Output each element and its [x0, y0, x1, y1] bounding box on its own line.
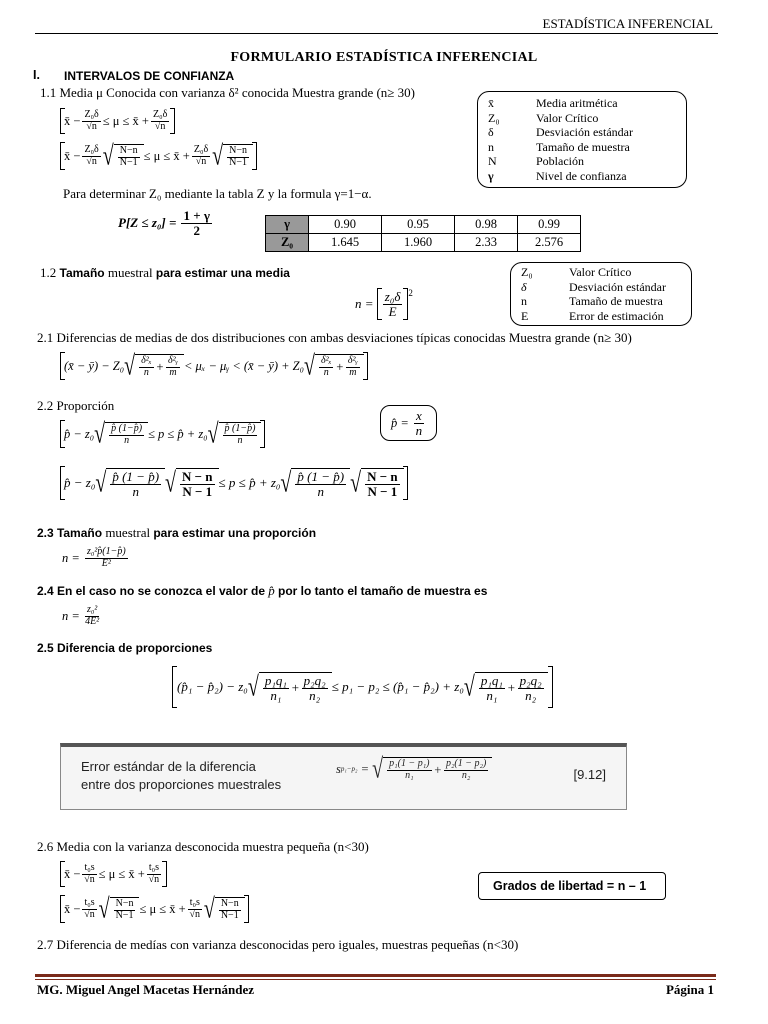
item-text: muestral	[102, 525, 154, 540]
z-formula-num: 1 + γ	[183, 208, 210, 223]
item-2-7: 2.7 Diferencia de medías con varianza desconocidas pero iguales, muestras pequeñas (n<30)	[37, 937, 519, 952]
item-bold-2: por lo tanto el tamaño de muestra es	[278, 584, 488, 598]
item-number: 1.2	[40, 265, 57, 280]
formula-p-hat-box: p̂ = $\frac{x}{n}$	[380, 405, 437, 441]
standard-error-formula: s p₁−p₂ = √ $\frac{\text{p₁(1 − p₁)}}{\text{n₁}}$ + $\frac{\text{p₂(1 − p₂)}}{\text{n₂}}$	[336, 757, 492, 781]
z-table-cell: 0.95	[382, 216, 455, 234]
p-hat-symbol: p̂	[268, 583, 275, 598]
item-1-2	[40, 265, 290, 281]
legend-desc: Valor Crítico	[536, 110, 599, 125]
legend-symbol: δ	[521, 279, 527, 294]
legend-desc: Población	[536, 154, 584, 168]
legend-desc: Media aritmética	[536, 96, 618, 110]
legend-symbol: n	[488, 139, 494, 154]
header-rule	[35, 33, 718, 34]
z-table-cell: 1.645	[309, 234, 382, 252]
z-table-cell: 2.33	[455, 234, 518, 252]
z-table-z-header: Z₀	[266, 234, 309, 252]
standard-error-label-2: entre dos proporciones muestrales	[81, 777, 282, 792]
formula-ci-mean-finite: x̄ − $\frac{\text{Z₀δ}}{√n}$ √ $\frac{N-n}{N-1}$ ≤ μ ≤ x̄ + $\frac{\text{Z₀δ}}{√n}$ √ $\frac{N-n}{N-1}$	[60, 142, 257, 170]
item-number: 2.3	[37, 526, 54, 540]
formula-ci-proportion: p̂ − z₀ √ $\frac{p̂ (1-p̂)}{n}$ ≤ p ≤ p̂ + z₀ √ $\frac{p̂ (1-p̂)}{n}$	[60, 420, 265, 448]
legend-symbol: γ	[488, 168, 494, 183]
z-determination-text: Para determinar Z₀ mediante la tabla Z y la formula γ=1−α.	[63, 186, 372, 201]
item-bold-1: Tamaño	[59, 266, 105, 280]
formula-sample-size-mean: n = $\frac{\text{z₀δ}}{E}$ $^2$	[355, 288, 413, 319]
item-1-1: 1.1 Media μ Conocida con varianza δ² conocida Muestra grande (n≥ 30)	[40, 85, 416, 100]
standard-error-label-1: Error estándar de la diferencia	[81, 759, 256, 774]
legend-desc: Error de estimación	[569, 308, 664, 323]
item-number: 2.4	[37, 584, 54, 598]
z-table-cell: 0.99	[518, 216, 581, 234]
z-table	[265, 215, 581, 252]
formula-ci-diff-means: (x̄ − ȳ) − Z₀ √ $\frac{\text{δ²ₓ}}{n}$ + $\frac{\text{δ²ᵧ}}{m}$ < μₓ − μᵧ < (x̄ − ȳ) + Z₀ √ $\frac{\text{δ²ₓ}}{n}$ + $\frac{\text{δ²ᵧ}}{m}$	[60, 352, 368, 380]
legend-symbol: δ	[488, 125, 494, 139]
formula-ci-proportion-finite: p̂ − z₀ √ $\frac{p̂ (1 - p̂)}{n}$ √ $\frac{N - n}{N - 1}$ ≤ p ≤ p̂ + z₀ √ $\frac{p̂ (1 - p̂)}{n}$ √ $\frac{N - n}{N - 1}$	[60, 466, 408, 500]
legend-symbol: E	[521, 308, 529, 323]
item-bold-1: En el caso no se conozca el valor de	[56, 584, 266, 598]
item-bold-2: para estimar una proporción	[153, 526, 317, 540]
formula-ci-mean-known: x̄ − $\frac{\text{Z₀δ}}{√n}$ ≤ μ ≤ x̄ + $\frac{\text{Z₀δ}}{√n}$	[60, 108, 175, 134]
formula-ci-mean-t: x̄ − $\frac{\text{t₀s}}{√n}$ ≤ μ ≤ x̄ + $\frac{\text{t₀s}}{√n}$	[60, 861, 167, 887]
z-table-cell: 0.98	[455, 216, 518, 234]
legend-symbol: Z₀	[521, 265, 533, 279]
z-table-cell: 1.960	[382, 234, 455, 252]
formula-sample-size-unknown-p: n = $\frac{\text{z₀²}}{\text{4E²}}$	[62, 604, 100, 627]
legend-desc: Desviación estándar	[536, 125, 633, 139]
item-2-4	[37, 583, 487, 599]
legend-symbols-1	[477, 91, 687, 188]
legend-symbol: Z₀	[488, 110, 500, 125]
item-number: 2.5	[37, 641, 54, 655]
item-2-1: 2.1 Diferencias de medias de dos distribuciones con ambas desviaciones típicas conocidas Muestra grande (n≥ 30)	[37, 330, 632, 345]
footer-author: MG. Miguel Angel Macetas Hernández	[37, 982, 254, 997]
formula-ci-diff-proportions: (p̂₁ − p̂₂) − z₀ √ $\frac{\text{p₁q₁}}{\text{n₁}}$ + $\frac{\text{p₂q₂}}{\text{n₂}}$ ≤ p₁ − p₂ ≤ (p̂₁ − p̂₂) + z₀ √ $\frac{\text{p₁q₁}}{\text{n₁}}$ + $\frac{\text{p₂q₂}}{\text{n₂}}$	[172, 666, 553, 708]
item-2-3	[37, 525, 316, 541]
item-2-2: 2.2 Proporción	[37, 398, 115, 413]
standard-error-box	[60, 743, 627, 810]
legend-symbol: N	[488, 154, 497, 168]
formula-z-probability	[118, 209, 214, 237]
item-bold-1: Diferencia de proporciones	[56, 641, 213, 655]
item-text: muestral	[104, 265, 156, 280]
z-formula-lhs: P[Z ≤ z₀] =	[118, 215, 177, 231]
degrees-of-freedom-box: Grados de libertad = n – 1	[478, 872, 666, 900]
item-2-5	[37, 640, 212, 656]
footer-rule-thick	[35, 974, 716, 977]
document-title: FORMULARIO ESTADÍSTICA INFERENCIAL	[230, 50, 538, 65]
legend-desc: Tamaño de muestra	[569, 294, 663, 308]
formula-ci-mean-t-finite: x̄ − $\frac{\text{t₀s}}{√n}$ √ $\frac{N-n}{N-1}$ ≤ μ ≤ x̄ + $\frac{\text{t₀s}}{√n}$ √ $\frac{N-n}{N-1}$	[60, 895, 249, 923]
z-formula-den: 2	[193, 222, 200, 238]
legend-desc: Nivel de confianza	[536, 168, 627, 183]
legend-desc: Tamaño de muestra	[536, 139, 630, 154]
legend-desc: Desviación estándar	[569, 279, 666, 294]
legend-symbols-2	[510, 262, 692, 326]
section-title: INTERVALOS DE CONFIANZA	[64, 69, 235, 83]
formula-sample-size-proportion: n = $\frac{\text{z₀²p̂(1−p̂)}}{\text{E²}}$	[62, 546, 126, 569]
z-table-cell: 0.90	[309, 216, 382, 234]
footer-page-number: Página 1	[665, 982, 714, 997]
item-2-6: 2.6 Media con la varianza desconocida muestra pequeña (n<30)	[37, 839, 369, 854]
legend-symbol: n	[521, 294, 527, 308]
legend-symbol: x̄	[488, 96, 494, 110]
z-table-gamma-header: γ	[266, 216, 309, 234]
equation-tag: [9.12]	[573, 767, 606, 782]
section-number: I.	[33, 68, 40, 82]
legend-desc: Valor Crítico	[569, 265, 632, 279]
z-table-cell: 2.576	[518, 234, 581, 252]
running-header: ESTADÍSTICA INFERENCIAL	[542, 16, 713, 31]
item-bold-1: Tamaño	[56, 526, 103, 540]
footer-rule-thin	[35, 979, 716, 980]
item-bold-2: para estimar una media	[155, 266, 290, 280]
